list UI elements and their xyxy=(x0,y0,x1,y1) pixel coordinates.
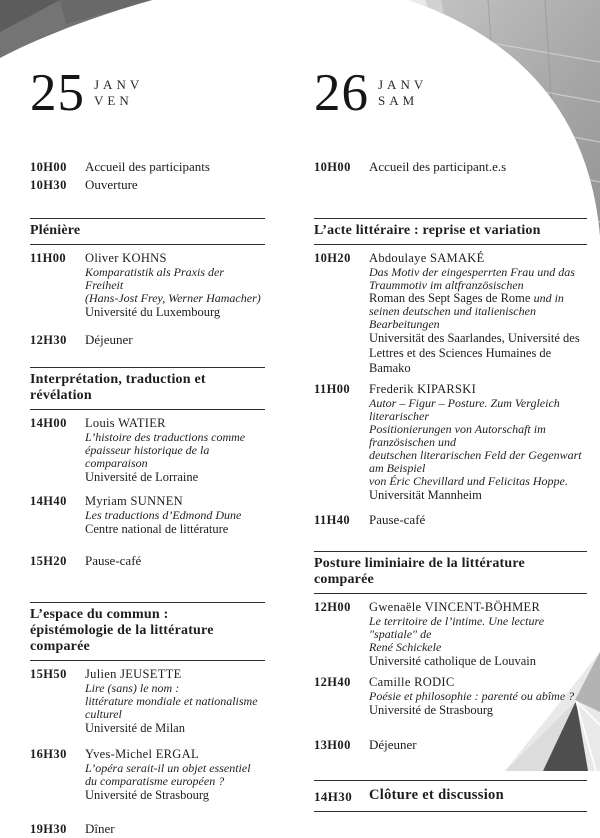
talk-row xyxy=(314,600,587,669)
day-weekday: SAM xyxy=(378,93,419,108)
speaker-name: Julien JEUSETTE xyxy=(85,667,182,681)
schedule-row xyxy=(30,331,265,349)
schedule-row xyxy=(30,820,265,838)
day-month: JANV xyxy=(378,77,428,92)
section-title: épistémologie de la littérature comparée xyxy=(30,623,214,654)
event-label: Accueil des participant.e.s xyxy=(369,159,507,174)
speaker-name: Camille RODIC xyxy=(369,675,455,689)
time-label: 11H00 xyxy=(30,251,67,265)
speaker-name: Frederik KIPARSKI xyxy=(369,382,477,396)
event-label: Pause-café xyxy=(85,553,142,568)
affiliation: Centre national de littérature xyxy=(85,522,229,536)
speaker-name: Myriam SUNNEN xyxy=(85,494,183,508)
talk-title-line: épaisseur historique de la comparaison xyxy=(85,443,210,470)
event-label: Ouverture xyxy=(85,177,138,192)
talk-title-line: (Hans-Jost Frey, Werner Hamacher) xyxy=(85,291,261,305)
event-label: Clôture et discussion xyxy=(369,787,504,803)
schedule-row xyxy=(30,552,265,570)
schedule-row xyxy=(314,511,587,529)
talk-body xyxy=(85,251,265,320)
speaker-name: Oliver KOHNS xyxy=(85,251,167,265)
time-label: 12H40 xyxy=(314,675,351,689)
time-label: 19H30 xyxy=(30,822,67,836)
affiliation: Université de Strasbourg xyxy=(369,703,494,717)
time-label: 10H00 xyxy=(30,160,67,174)
talk-title-roman-part: Roman des Sept Sages de Rome xyxy=(369,291,534,305)
talk-body xyxy=(369,675,587,718)
time-label: 14H40 xyxy=(30,494,67,508)
talk-title-line: von Éric Chevillard und Felicitas Hoppe. xyxy=(369,474,568,488)
talk-title-line: deutschen literarischen Feld der Gegenwart am Beispiel xyxy=(369,448,582,475)
talk-body xyxy=(369,251,587,376)
talk-row xyxy=(30,747,265,803)
talk-title-line: Autor – Figur – Posture. Zum Vergleich literarischer xyxy=(369,396,560,423)
time-label: 11H00 xyxy=(314,382,351,396)
talk-row xyxy=(30,494,265,537)
affiliation: Universität Mannheim xyxy=(369,488,482,502)
section-header xyxy=(30,367,265,410)
talk-title-line: Le territoire de l’intime. Une lecture "spatiale" de xyxy=(369,614,545,641)
talk-title-line: Les traductions d’Edmond Dune xyxy=(85,508,242,522)
section-header xyxy=(30,602,265,661)
talk-title-line: Positionierungen von Autorschaft im französischen und xyxy=(369,422,546,449)
affiliation: Université de Milan xyxy=(85,721,185,735)
talk-title-line: Das Motiv der eingesperrten Frau und das xyxy=(369,265,575,279)
talk-row xyxy=(314,675,587,718)
schedule-row xyxy=(30,158,265,176)
speaker-name: Louis WATIER xyxy=(85,416,166,430)
talk-title-line: Poésie et philosophie : parenté ou abîme ? xyxy=(369,689,575,703)
time-label: 10H20 xyxy=(314,251,351,265)
schedule-row xyxy=(314,736,587,754)
talk-body xyxy=(85,747,265,803)
affiliation: Université catholique de Louvain xyxy=(369,654,536,668)
section-header xyxy=(30,218,265,245)
talk-title-line: Traummotiv im altfranzösischen xyxy=(369,278,524,292)
section-title: Interprétation, traduction et révélation xyxy=(30,372,206,403)
time-label: 16H30 xyxy=(30,747,67,761)
section-title: L’acte littéraire : reprise et variation xyxy=(314,223,541,238)
affiliation: Universität des Saarlandes, Université des xyxy=(369,331,580,345)
event-label: Déjeuner xyxy=(369,737,417,752)
affiliation: Université de Strasbourg xyxy=(85,788,210,802)
day-subtitle xyxy=(378,68,427,109)
schedule-list xyxy=(314,158,587,812)
schedule-row xyxy=(314,158,587,176)
time-label: 15H50 xyxy=(30,667,67,681)
speaker-name: Yves-Michel ERGAL xyxy=(85,747,199,761)
time-label: 14H30 xyxy=(314,789,353,804)
talk-title-line: L’histoire des traductions comme xyxy=(85,430,246,444)
talk-title-line: Lire (sans) le nom : xyxy=(85,681,180,695)
event-label: Accueil des participants xyxy=(85,159,210,174)
day-month: JANV xyxy=(94,77,144,92)
talk-body xyxy=(369,382,587,503)
talk-body xyxy=(85,416,265,485)
event-label: Pause-café xyxy=(369,512,426,527)
talk-body xyxy=(369,600,587,669)
time-label: 10H30 xyxy=(30,178,67,192)
talk-row xyxy=(314,251,587,376)
time-label: 14H00 xyxy=(30,416,67,430)
talk-title-line: du comparatisme européen ? xyxy=(85,774,225,788)
talk-title-line: seinen deutschen und italienischen Bearbeitungen xyxy=(369,304,536,331)
event-label: Déjeuner xyxy=(85,332,133,347)
time-label: 13H00 xyxy=(314,738,351,752)
talk-title-line: René Schickele xyxy=(369,640,442,654)
event-label: Dîner xyxy=(85,821,115,836)
section-header xyxy=(314,551,587,594)
closing-row xyxy=(314,780,587,812)
time-label: 10H00 xyxy=(314,160,351,174)
time-label: 15H20 xyxy=(30,554,67,568)
talk-row xyxy=(30,251,265,320)
section-header xyxy=(314,218,587,245)
section-title: Posture liminiaire de la littérature comparée xyxy=(314,556,525,587)
day-column-25 xyxy=(30,0,265,836)
talk-row xyxy=(30,667,265,736)
day-number: 26 xyxy=(314,64,369,122)
affiliation: Université de Lorraine xyxy=(85,470,199,484)
section-title: Plénière xyxy=(30,223,81,238)
schedule-list xyxy=(30,158,265,838)
talk-title-line: L’opéra serait-il un objet essentiel xyxy=(85,761,251,775)
talk-row xyxy=(314,382,587,503)
schedule-row xyxy=(30,176,265,194)
day-weekday: VEN xyxy=(94,93,133,108)
affiliation: Université du Luxembourg xyxy=(85,305,221,319)
day-header xyxy=(30,64,144,122)
day-column-26 xyxy=(314,0,587,804)
talk-title-line: littérature mondiale et nationalisme culturel xyxy=(85,694,258,721)
day-subtitle xyxy=(94,68,143,109)
talk-row xyxy=(30,416,265,485)
speaker-name: Abdoulaye SAMAKÉ xyxy=(369,251,485,265)
time-label: 12H00 xyxy=(314,600,351,614)
section-title: L’espace du commun : xyxy=(30,607,169,622)
day-number: 25 xyxy=(30,64,85,122)
day-header xyxy=(314,64,428,122)
time-label: 12H30 xyxy=(30,333,67,347)
talk-body xyxy=(85,667,265,736)
speaker-name: Gwenaële VINCENT-BÖHMER xyxy=(369,600,541,614)
affiliation: Lettres et des Sciences Humaines de Bamako xyxy=(369,346,552,375)
talk-body xyxy=(85,494,265,537)
talk-title-italic-part: und in xyxy=(533,291,564,305)
time-label: 11H40 xyxy=(314,513,351,527)
talk-title-line: Komparatistik als Praxis der Freiheit xyxy=(85,265,225,292)
